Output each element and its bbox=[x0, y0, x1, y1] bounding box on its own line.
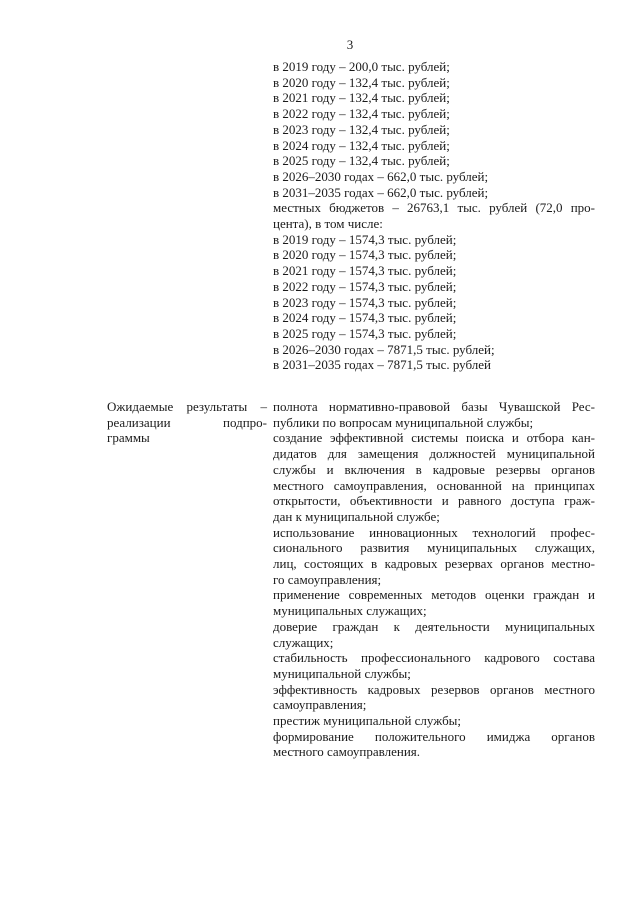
result-line: формирование положительного имиджа органов bbox=[273, 728, 595, 744]
funding-line: в 2031–2035 годах – 662,0 тыс. рублей; bbox=[273, 184, 489, 200]
local-funding-line: в 2020 году – 1574,3 тыс. рублей; bbox=[273, 247, 457, 263]
local-funding-line: в 2021 году – 1574,3 тыс. рублей; bbox=[273, 263, 457, 279]
local-budget-line: местных бюджетов – 26763,1 тыс. рублей (72,0 про- bbox=[273, 200, 595, 216]
local-funding-line: в 2026–2030 годах – 7871,5 тыс. рублей; bbox=[273, 341, 495, 357]
result-line: использование инновационных технологий профес- bbox=[273, 524, 595, 540]
funding-line: в 2023 году – 132,4 тыс. рублей; bbox=[273, 121, 450, 137]
result-line: местного самоуправления. bbox=[273, 744, 421, 760]
result-line: стабильность профессионального кадрового состава bbox=[273, 650, 595, 666]
funding-line: в 2025 году – 132,4 тыс. рублей; bbox=[273, 153, 450, 169]
result-line: го самоуправления; bbox=[273, 571, 382, 587]
expected-results-list bbox=[273, 399, 595, 760]
funding-line: в 2020 году – 132,4 тыс. рублей; bbox=[273, 74, 450, 90]
result-line: эффективность кадровых резервов органов местного bbox=[273, 681, 595, 697]
result-line: создание эффективной системы поиска и отбора кан- bbox=[273, 430, 595, 446]
result-line: местного самоуправления, основанной на принципах bbox=[273, 477, 595, 493]
funding-line: в 2021 году – 132,4 тыс. рублей; bbox=[273, 90, 450, 106]
funding-line: в 2024 году – 132,4 тыс. рублей; bbox=[273, 137, 450, 153]
local-funding-line: в 2024 году – 1574,3 тыс. рублей; bbox=[273, 310, 457, 326]
result-line: доверие граждан к деятельности муниципальных bbox=[273, 618, 595, 634]
result-line: самоуправления; bbox=[273, 697, 367, 713]
funding-line: в 2019 году – 200,0 тыс. рублей; bbox=[273, 59, 450, 74]
result-line: службы и включения в кадровые резервы органов bbox=[273, 461, 595, 477]
label-line: реализации подпро- bbox=[107, 414, 267, 430]
local-funding-line: в 2023 году – 1574,3 тыс. рублей; bbox=[273, 294, 457, 310]
result-line: служащих; bbox=[273, 634, 334, 650]
result-line: лиц, состоящих в кадровых резервах органов местно- bbox=[273, 556, 595, 572]
local-funding-line: в 2022 году – 1574,3 тыс. рублей; bbox=[273, 278, 457, 294]
expected-results-label bbox=[107, 399, 267, 446]
funding-line: в 2022 году – 132,4 тыс. рублей; bbox=[273, 106, 450, 122]
result-line: публики по вопросам муниципальной службы; bbox=[273, 414, 534, 430]
result-line: полнота нормативно-правовой базы Чувашской Рес- bbox=[273, 399, 595, 414]
result-line: открытости, объективности и равного доступа граж- bbox=[273, 493, 595, 509]
result-line: престиж муниципальной службы; bbox=[273, 713, 462, 729]
result-line: сионального развития муниципальных служащих, bbox=[273, 540, 595, 556]
label-line: граммы bbox=[107, 430, 150, 446]
result-line: дидатов для замещения должностей муниципальной bbox=[273, 446, 595, 462]
result-line: применение современных методов оценки граждан и bbox=[273, 587, 595, 603]
result-line: муниципальных служащих; bbox=[273, 603, 427, 619]
local-funding-line: в 2025 году – 1574,3 тыс. рублей; bbox=[273, 325, 457, 341]
local-funding-line: в 2019 году – 1574,3 тыс. рублей; bbox=[273, 231, 457, 247]
page-number: 3 bbox=[346, 37, 354, 52]
local-budget-line: цента), в том числе: bbox=[273, 216, 383, 232]
local-funding-line: в 2031–2035 годах – 7871,5 тыс. рублей bbox=[273, 357, 492, 373]
result-line: дан к муниципальной службе; bbox=[273, 508, 440, 524]
funding-line: в 2026–2030 годах – 662,0 тыс. рублей; bbox=[273, 168, 489, 184]
funding-list bbox=[273, 59, 595, 373]
result-line: муниципальной службы; bbox=[273, 665, 411, 681]
label-line: Ожидаемые результаты – bbox=[107, 399, 267, 414]
